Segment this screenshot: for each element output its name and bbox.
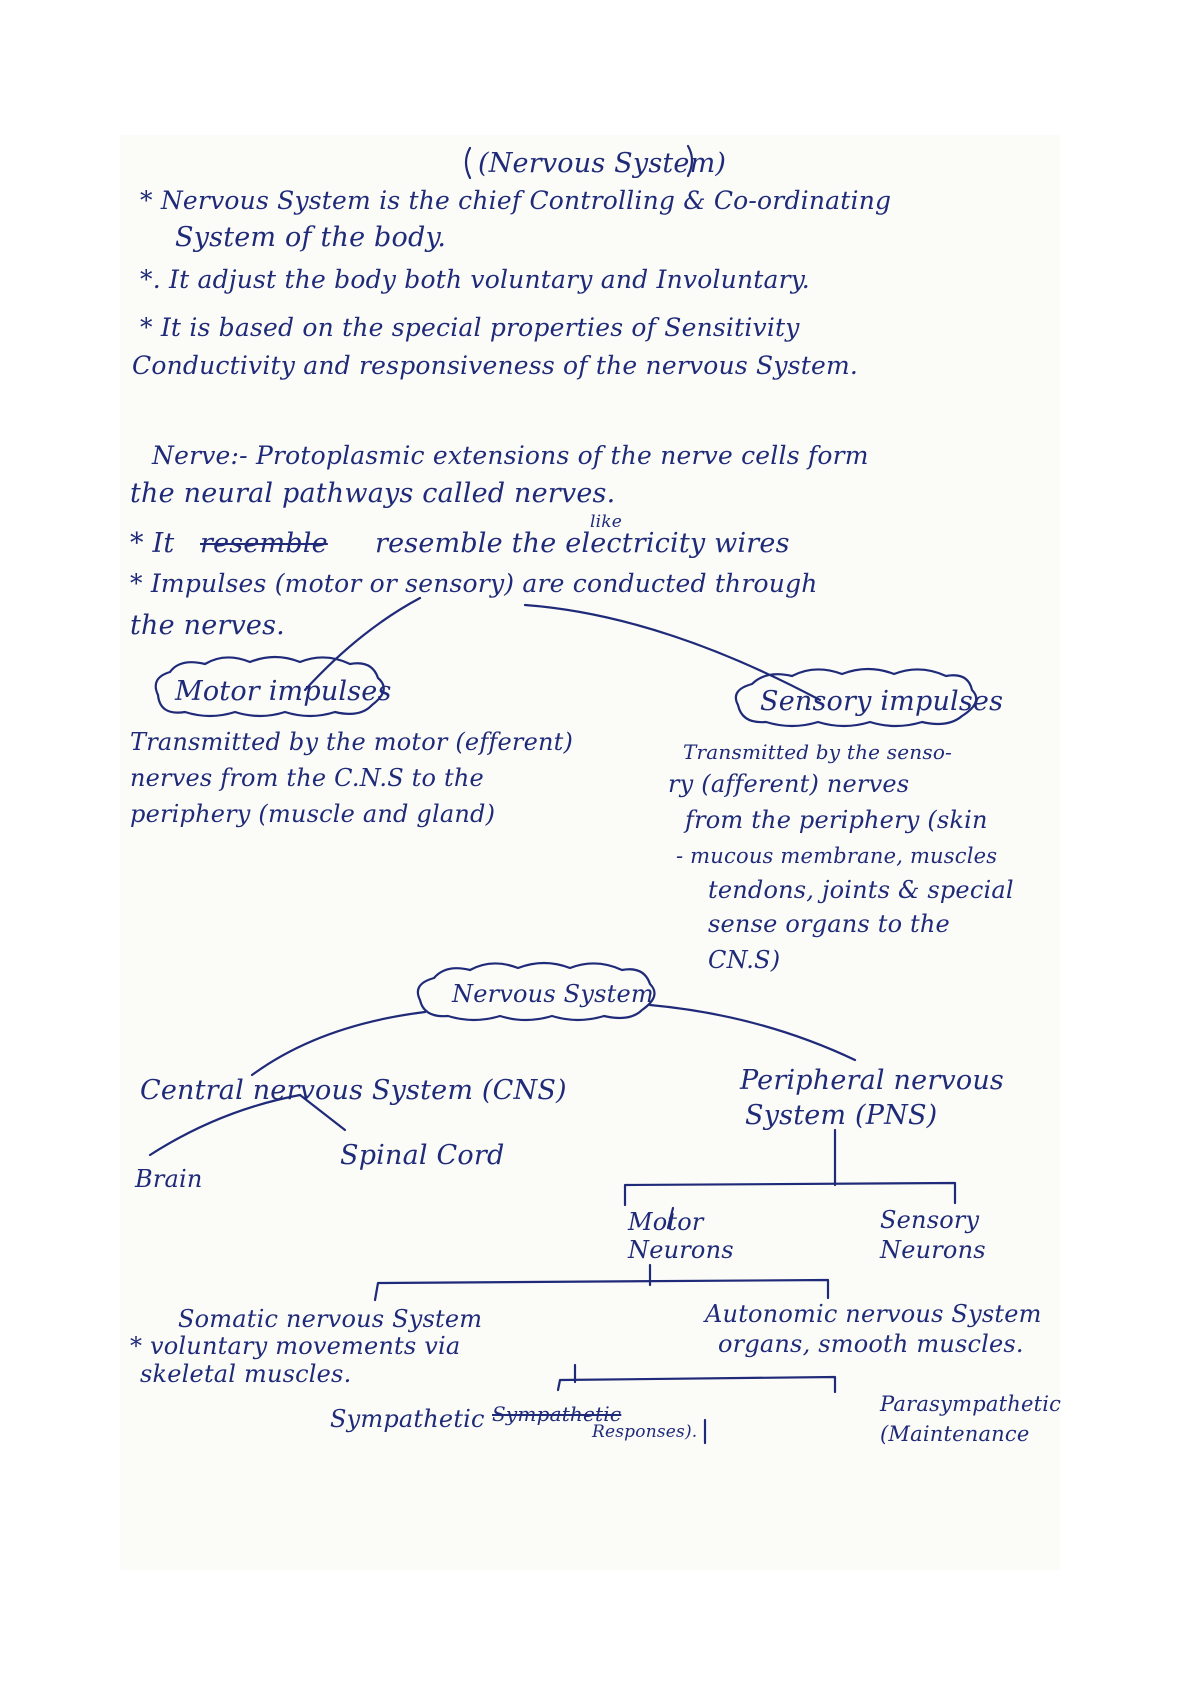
tree-pns-1: Peripheral nervous xyxy=(740,1065,1004,1096)
intro-line-1b: System of the body. xyxy=(175,222,447,253)
tree-pns-2: System (PNS) xyxy=(745,1100,938,1131)
autonomic-2: organs, smooth muscles. xyxy=(718,1330,1024,1358)
somatic-3: skeletal muscles. xyxy=(140,1360,352,1388)
sensory-desc-3: from the periphery (skin xyxy=(685,806,988,834)
page-title: (Nervous System) xyxy=(478,148,727,179)
sympathetic-struck: Sympathetic xyxy=(492,1402,622,1426)
sensory-desc-5: tendons, joints & special xyxy=(708,876,1014,904)
tree-brain: Brain xyxy=(135,1165,203,1193)
motor-desc-1: Transmitted by the motor (efferent) xyxy=(130,728,574,756)
impulses-line-b: the nerves. xyxy=(130,610,285,641)
sympathetic-label: Sympathetic xyxy=(330,1405,485,1433)
motor-impulses-label: Motor impulses xyxy=(175,676,392,707)
autonomic-1: Autonomic nervous System xyxy=(705,1300,1042,1328)
tree-cns: Central nervous System (CNS) xyxy=(140,1075,567,1106)
resemble-star: * It xyxy=(130,528,175,559)
motor-desc-2: nerves from the C.N.S to the xyxy=(130,764,484,792)
tree-sensory-neurons-1: Sensory xyxy=(880,1206,980,1234)
tree-sensory-neurons-2: Neurons xyxy=(880,1236,986,1264)
tree-spinal-cord: Spinal Cord xyxy=(340,1140,505,1171)
sensory-desc-4: - mucous membrane, muscles xyxy=(676,844,998,868)
somatic-2: * voluntary movements via xyxy=(130,1332,461,1360)
nerve-definition-b: the neural pathways called nerves. xyxy=(130,478,616,509)
motor-desc-3: periphery (muscle and gland) xyxy=(130,800,496,828)
sensory-impulses-label: Sensory impulses xyxy=(760,686,1004,717)
sensory-desc-2: ry (afferent) nerves xyxy=(668,770,910,798)
intro-line-3a: * It is based on the special properties of Sensitivity xyxy=(140,313,800,342)
tree-motor-neurons-2: Neurons xyxy=(628,1236,734,1264)
parasympathetic-2: (Maintenance xyxy=(880,1422,1030,1446)
resemble-rest: resemble the electricity wires xyxy=(375,528,790,559)
somatic-1: Somatic nervous System xyxy=(178,1305,483,1333)
tree-motor-neurons-1: Motor xyxy=(628,1208,704,1236)
impulses-line-a: * Impulses (motor or sensory) are conducted through xyxy=(130,569,818,598)
tree-root-nervous-system: Nervous System xyxy=(452,980,654,1008)
intro-line-2: *. It adjust the body both voluntary and Involuntary. xyxy=(140,265,810,294)
nerve-definition-a: Nerve:- Protoplasmic extensions of the nerve cells form xyxy=(152,441,869,470)
sympathetic-responses: Responses). xyxy=(592,1422,698,1442)
sensory-desc-1: Transmitted by the senso- xyxy=(683,740,953,764)
sensory-desc-7: CN.S) xyxy=(708,946,781,974)
parasympathetic-1: Parasympathetic xyxy=(880,1392,1062,1416)
intro-line-3b: Conductivity and responsiveness of the nervous System. xyxy=(132,351,859,380)
like-insert: like xyxy=(590,512,623,532)
resemble-struck: resemble xyxy=(200,528,328,559)
sensory-desc-6: sense organs to the xyxy=(708,910,950,938)
intro-line-1a: * Nervous System is the chief Controlling & Co-ordinating xyxy=(140,186,892,215)
